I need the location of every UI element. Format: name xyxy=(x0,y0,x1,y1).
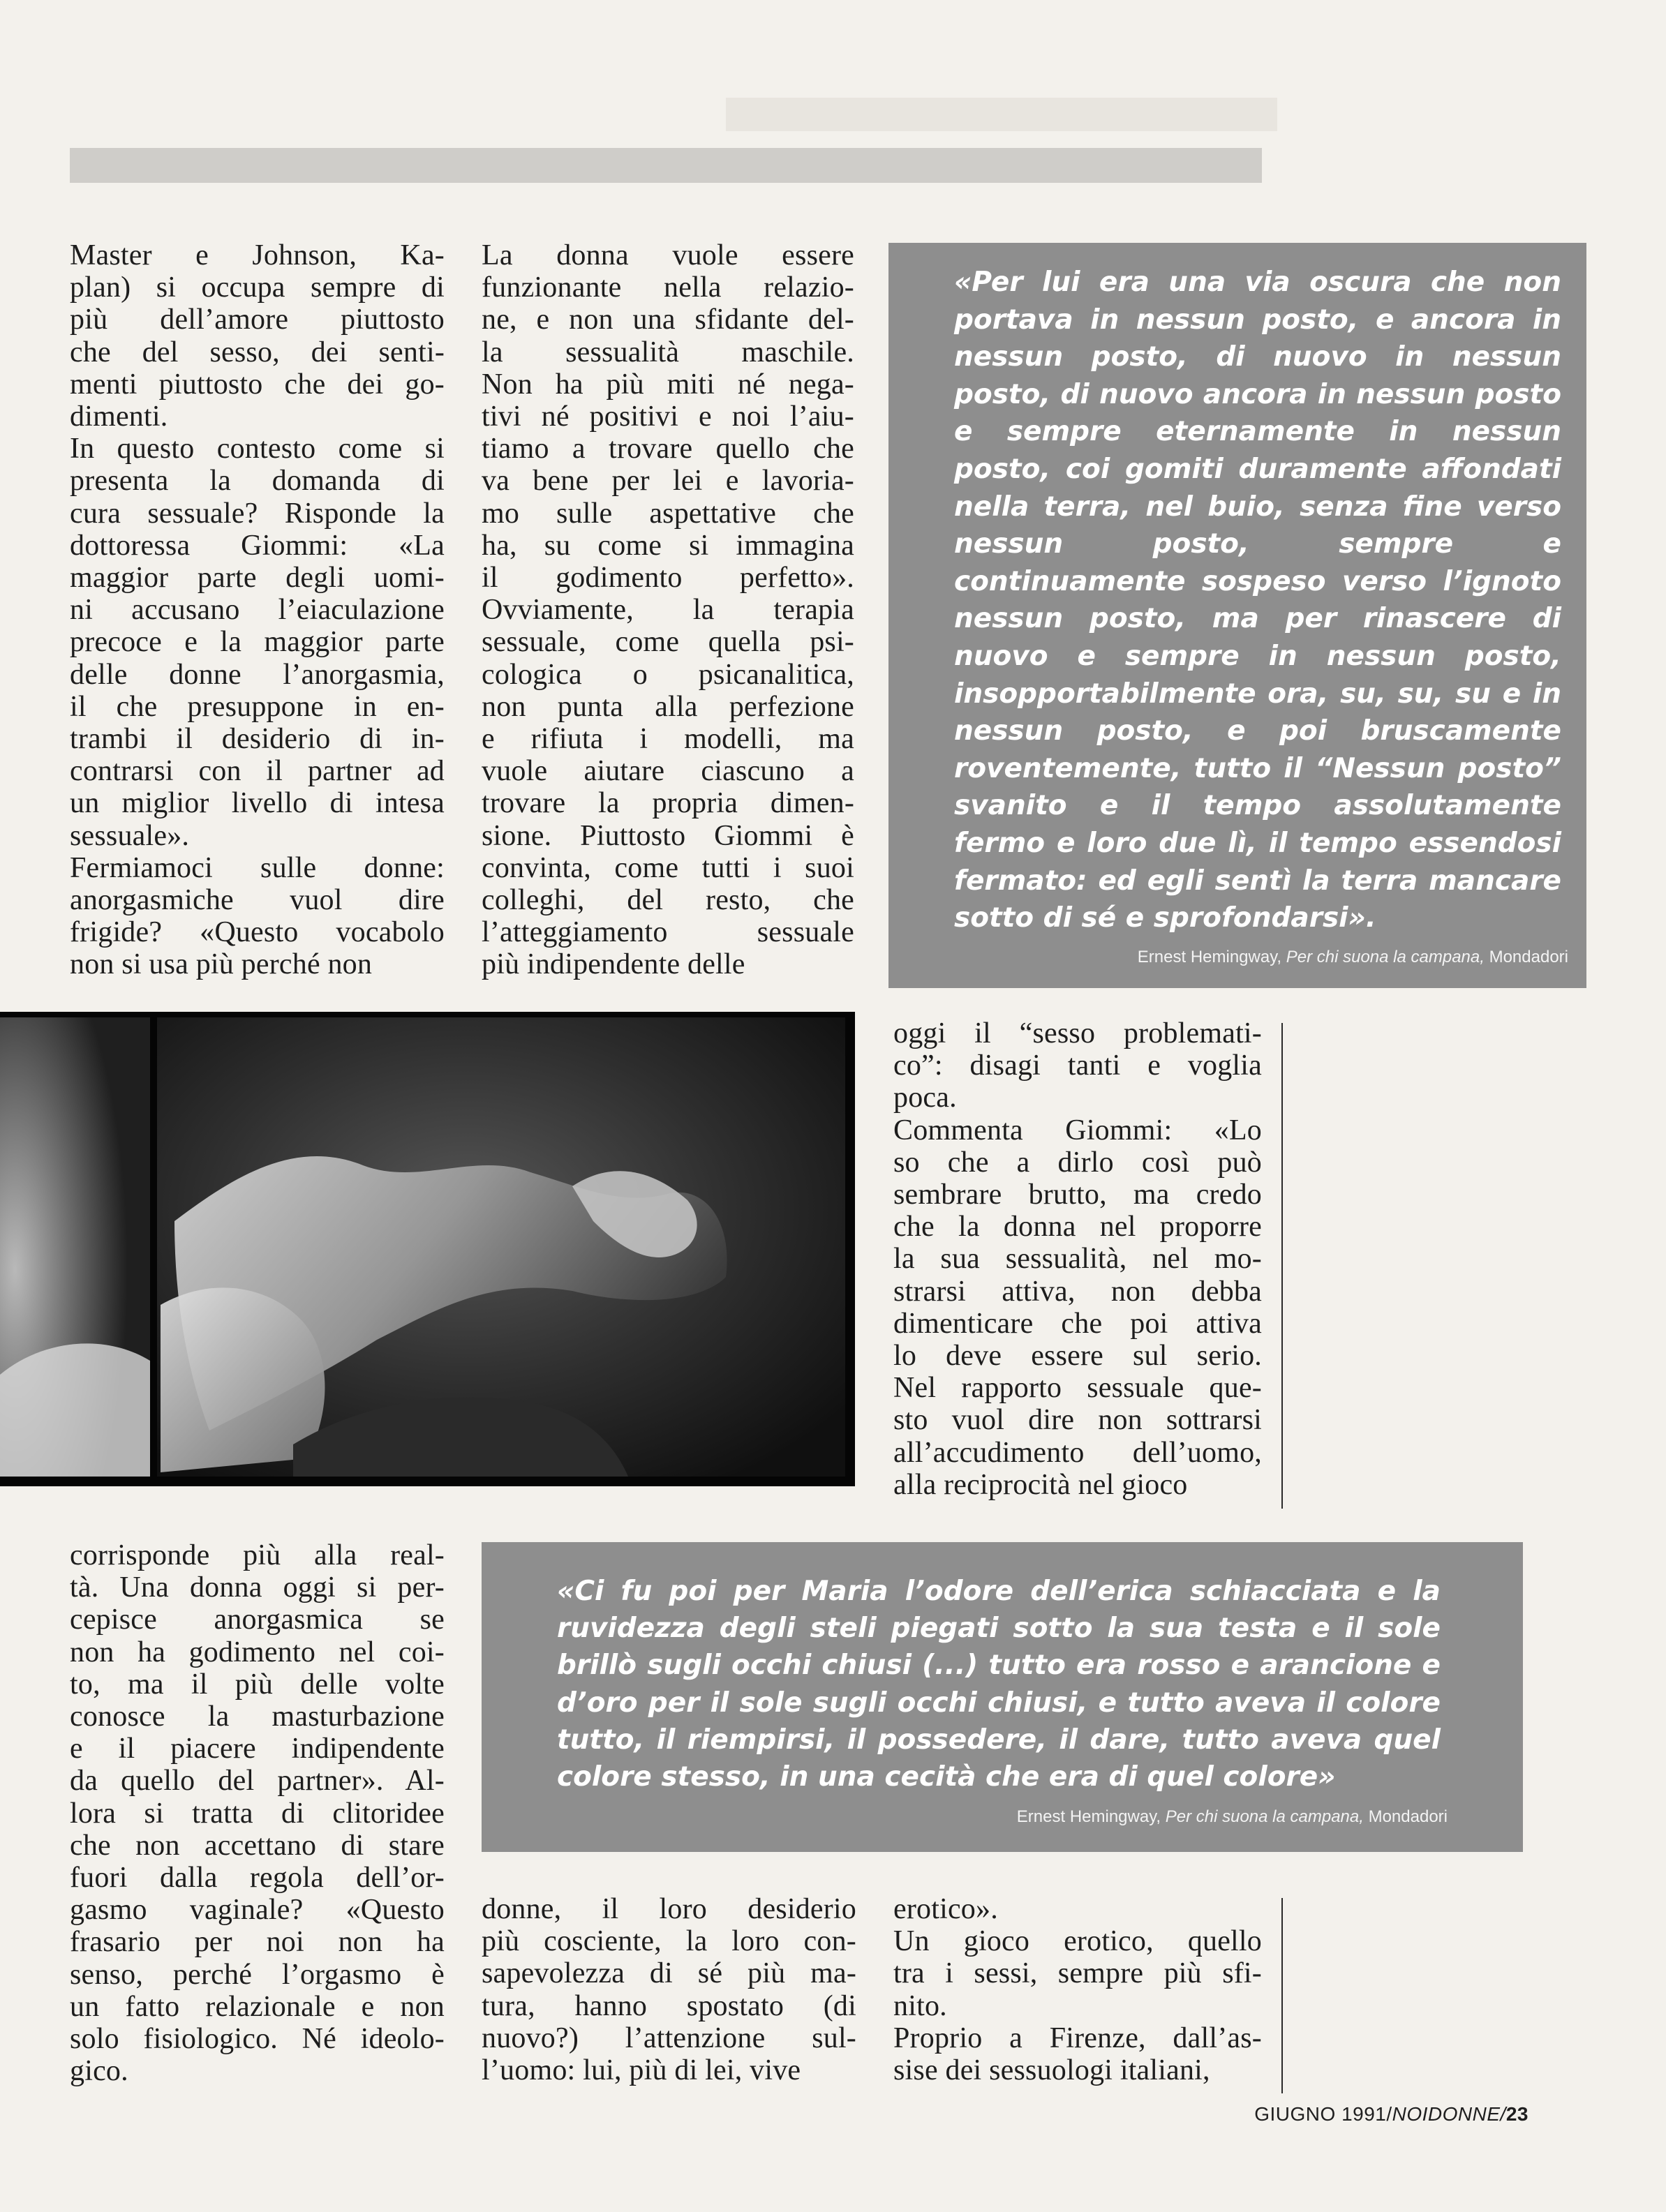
paragraph xyxy=(893,2022,1262,2086)
quote-box-top xyxy=(888,243,1586,988)
text-line: to, ma il più delle volte xyxy=(70,1668,445,1701)
paragraph xyxy=(893,1893,1262,1925)
column-rule-bottom xyxy=(1281,1898,1283,2093)
text-line: vuole aiutare ciascuno a xyxy=(482,755,854,788)
text-line: sessuale, come quella psi- xyxy=(482,626,854,659)
quote-top-book: Per chi suona la campana, xyxy=(1286,948,1485,966)
text-line: l’uomo: lui, più di lei, vive xyxy=(482,2054,801,2087)
text-line: sessuale». xyxy=(70,819,190,852)
text-line: funzionante nella relazio- xyxy=(482,271,854,304)
text-line: gasmo vaginale? «Questo xyxy=(70,1894,445,1927)
text-line: dimenticare che poi attiva xyxy=(893,1307,1262,1340)
column-rule-middle xyxy=(1281,1023,1283,1509)
text-line: il che presuppone in en- xyxy=(70,690,445,723)
paragraph xyxy=(70,1539,445,2087)
text-line: ha, su come si immagina xyxy=(482,529,854,562)
text-line: nuovo?) l’attenzione sul- xyxy=(482,2022,856,2054)
text-line: co”: disagi tanti e voglia xyxy=(893,1049,1262,1082)
text-line: contrarsi con il partner ad xyxy=(70,755,445,788)
text-line: tivi né positivi e noi l’aiu- xyxy=(482,401,854,433)
text-line: Non ha più miti né nega- xyxy=(482,368,854,401)
text-line: corrisponde più alla real- xyxy=(70,1539,445,1571)
text-line: sembrare brutto, ma credo xyxy=(893,1179,1262,1211)
text-line: lora si tratta di clitoridee xyxy=(70,1797,445,1830)
top-header-band xyxy=(70,148,1262,183)
text-line: più cosciente, la loro con- xyxy=(482,1925,856,1958)
text-line: poca. xyxy=(893,1082,957,1114)
paragraph xyxy=(70,433,445,852)
text-line: più dell’amore piuttosto xyxy=(70,304,445,336)
paragraph xyxy=(893,1017,1262,1114)
text-line: ni accusano l’eiaculazione xyxy=(70,594,445,627)
text-line: donne, il loro desiderio xyxy=(482,1893,856,1925)
text-line: trovare la propria dimen- xyxy=(482,787,854,820)
text-line: alla reciprocità nel gioco xyxy=(893,1468,1188,1501)
text-line: il godimento perfetto». xyxy=(482,562,854,595)
text-line: sto vuol dire non sottrarsi xyxy=(893,1404,1262,1437)
text-line: cologica o psicanalitica, xyxy=(482,658,854,691)
text-line: la sua sessualità, nel mo- xyxy=(893,1243,1262,1276)
text-line: frasario per noi non ha xyxy=(70,1926,445,1959)
text-line: La donna vuole essere xyxy=(482,239,854,271)
column-top-middle xyxy=(482,239,854,981)
paragraph xyxy=(893,1114,1262,1501)
text-line: presenta la domanda di xyxy=(70,465,445,498)
text-line: da quello del partner». Al- xyxy=(70,1765,445,1798)
text-line: Commenta Giommi: «Lo xyxy=(893,1114,1262,1146)
text-line: anorgasmiche vuol dire xyxy=(70,884,445,917)
text-line: cura sessuale? Risponde la xyxy=(70,497,445,530)
photo-woman-face xyxy=(0,1012,855,1486)
text-line: un miglior livello di intesa xyxy=(70,787,445,820)
text-line: senso, perché l’orgasmo è xyxy=(70,1958,445,1991)
text-line: convinta, come tutti i suoi xyxy=(482,851,854,884)
text-line: precoce e la maggior parte xyxy=(70,626,445,659)
quote-top-source xyxy=(940,948,1568,967)
column-bottom-left xyxy=(70,1539,445,2087)
text-line: frigide? «Questo vocabolo xyxy=(70,916,445,949)
top-ghost-band xyxy=(726,98,1277,131)
paragraph xyxy=(893,1925,1262,2022)
text-line: oggi il “sesso problemati- xyxy=(893,1017,1262,1049)
text-line: erotico». xyxy=(893,1893,998,1925)
text-line: tura, hanno spostato (di xyxy=(482,1989,856,2022)
text-line: ne, e non una sfidante del- xyxy=(482,304,854,336)
text-line: che non accettano di stare xyxy=(70,1829,445,1862)
quote-bottom-publisher: Mondadori xyxy=(1368,1807,1448,1826)
quote-bottom-text: «Ci fu poi per Maria l’odore dell’erica schiacciata e la ruvidezza degli steli piegati sotto la sua testa e il sole brillò sugli occhi chiusi (...) tutto era rosso e arancione e d’oro per il sole sugli occhi chiusi, e tutto aveva il colore tutto, il riempirsi, il possedere, il dare, tutto aveva quel colore stesso, in una cecità che era di quel colore» xyxy=(557,1576,1441,1793)
text-line: dottoressa Giommi: «La xyxy=(70,529,445,562)
text-line: maggior parte degli uomi- xyxy=(70,562,445,595)
text-line: più indipendente delle xyxy=(482,948,745,981)
paragraph xyxy=(482,1893,856,2086)
quote-top-author: Ernest Hemingway, xyxy=(1137,948,1282,966)
text-line: e rifiuta i modelli, ma xyxy=(482,723,854,756)
quote-box-bottom xyxy=(482,1542,1523,1852)
paragraph xyxy=(482,239,854,981)
text-line: sione. Piuttosto Giommi è xyxy=(482,819,854,852)
text-line: conosce la masturbazione xyxy=(70,1701,445,1733)
text-line: la sessualità maschile. xyxy=(482,336,854,368)
text-line: tà. Una donna oggi si per- xyxy=(70,1571,445,1604)
quote-top-publisher: Mondadori xyxy=(1489,948,1568,966)
column-bottom-right xyxy=(893,1893,1262,2086)
text-line: gico. xyxy=(70,2055,128,2088)
text-line: Ovviamente, la terapia xyxy=(482,594,854,627)
text-line: so che a dirlo così può xyxy=(893,1146,1262,1179)
text-line: tra i sessi, sempre più sfi- xyxy=(893,1957,1262,1990)
text-line: che del sesso, dei senti- xyxy=(70,336,445,368)
text-line: dimenti. xyxy=(70,401,168,433)
text-line: Proprio a Firenze, dall’as- xyxy=(893,2022,1262,2054)
text-line: cepisce anorgasmica se xyxy=(70,1604,445,1636)
text-line: non punta alla perfezione xyxy=(482,690,854,723)
quote-bottom-author: Ernest Hemingway, xyxy=(1016,1807,1161,1826)
text-line: trambi il desiderio di in- xyxy=(70,723,445,756)
text-line: plan) si occupa sempre di xyxy=(70,271,445,304)
column-bottom-middle xyxy=(482,1893,856,2086)
text-line: un fatto relazionale e non xyxy=(70,1990,445,2023)
text-line: non ha godimento nel coi- xyxy=(70,1636,445,1668)
quote-top-text: «Per lui era una via oscura che non portava in nessun posto, e ancora in nessun posto, di nuovo in nessun posto, di nuovo ancora in nessun posto e sempre eternamente in nessun posto, coi gomiti duramente affondati nella terra, nel buio, senza fine verso nessun posto, sempre e continuamente sospeso verso l’ignoto nessun posto, ma per rinascere di nuovo e sempre in nessun posto, insopportabilmente ora, su, su, su e in nessun posto, e poi bruscamente roventemente, tutto il “Nessun posto” svanito e il tempo assolutamente fermo e loro due lì, il tempo essendosi fermato: ed egli sentì la terra mancare sotto di sé e sprofondarsi». xyxy=(954,267,1561,934)
paragraph xyxy=(70,852,445,981)
text-line: fuori dalla regola dell’or- xyxy=(70,1862,445,1895)
text-line: l’atteggiamento sessuale xyxy=(482,916,854,949)
quote-bottom-source xyxy=(610,1807,1448,1827)
quote-bottom-book: Per chi suona la campana, xyxy=(1165,1807,1364,1826)
footer-magazine: NOIDONNE/ xyxy=(1392,2103,1506,2125)
text-line: che la donna nel proporre xyxy=(893,1211,1262,1243)
text-line: strarsi attiva, non debba xyxy=(893,1275,1262,1308)
text-line: va bene per lei e lavoria- xyxy=(482,465,854,498)
column-middle-right xyxy=(893,1017,1262,1501)
text-line: all’accudimento dell’uomo, xyxy=(893,1436,1262,1469)
footer-page-number: 23 xyxy=(1505,2103,1529,2125)
footer-date: GIUGNO 1991/ xyxy=(1254,2103,1392,2125)
text-line: sapevolezza di sé più ma- xyxy=(482,1957,856,1990)
text-line: Fermiamoci sulle donne: xyxy=(70,851,445,884)
text-line: lo deve essere sul serio. xyxy=(893,1340,1262,1373)
paragraph xyxy=(70,239,445,433)
text-line: nito. xyxy=(893,1989,947,2022)
text-line: solo fisiologico. Né ideolo- xyxy=(70,2023,445,2056)
text-line: In questo contesto come si xyxy=(70,433,445,465)
text-line: colleghi, del resto, che xyxy=(482,884,854,917)
text-line: sise dei sessuologi italiani, xyxy=(893,2054,1210,2087)
text-line: e il piacere indipendente xyxy=(70,1733,445,1765)
text-line: menti piuttosto che dei go- xyxy=(70,368,445,401)
text-line: delle donne l’anorgasmia, xyxy=(70,658,445,691)
text-line: tiamo a trovare quello che xyxy=(482,433,854,465)
text-line: Nel rapporto sessuale que- xyxy=(893,1372,1262,1405)
text-line: mo sulle aspettative che xyxy=(482,497,854,530)
text-line: Master e Johnson, Ka- xyxy=(70,239,445,271)
column-top-left xyxy=(70,239,445,981)
text-line: non si usa più perché non xyxy=(70,948,373,981)
text-line: Un gioco erotico, quello xyxy=(893,1925,1262,1958)
page-footer xyxy=(1249,2103,1529,2125)
